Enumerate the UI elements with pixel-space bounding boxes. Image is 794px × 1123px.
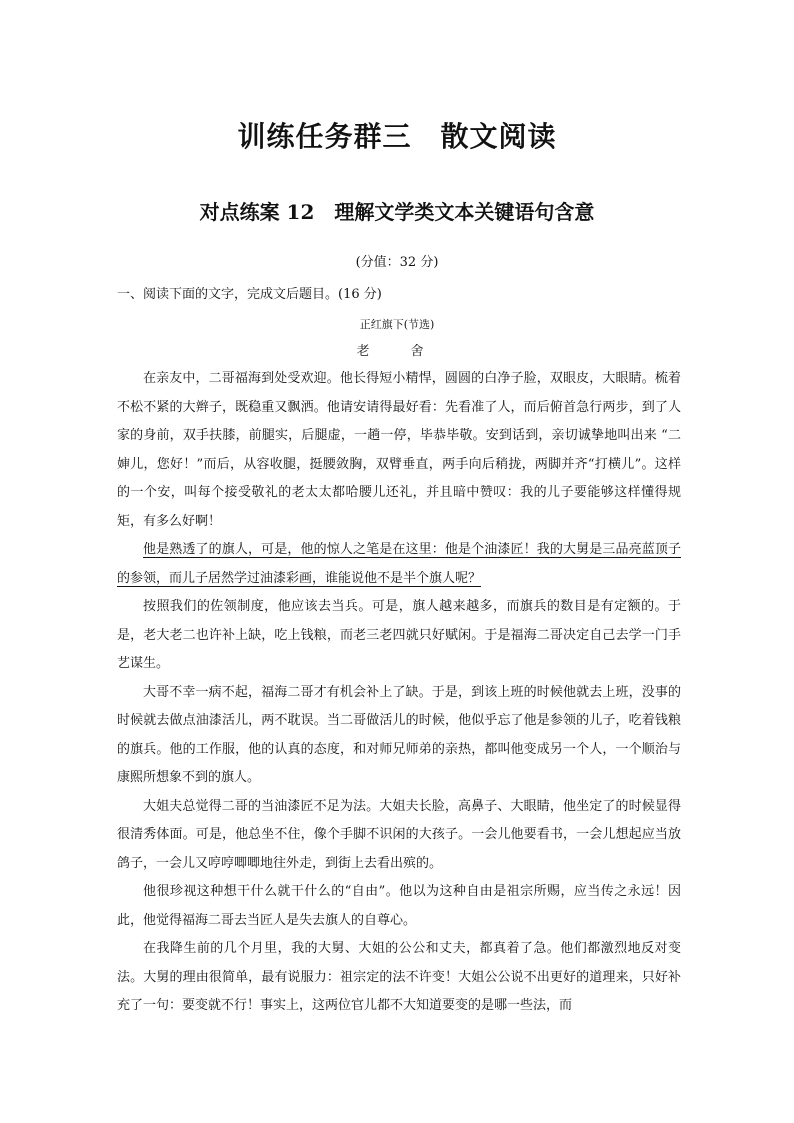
article-author: 老 舍	[356, 344, 438, 359]
paragraph: 他很珍视这种想干什么就干什么的“自由”。他以为这种自由是祖宗所赐，应当传之永远！因此，他觉得福海二哥去当匠人是失去旗人的自尊心。	[117, 884, 681, 928]
paragraph: 按照我们的佐领制度，他应该去当兵。可是，旗人越来越多，而旗兵的数目是有定额的。于是，老大老二也许补上缺，吃上钱粮，而老三老四就只好赋闲。于是福海二哥决定自己去学一门手艺谋生。	[117, 599, 681, 671]
main-title: 训练任务群三 散文阅读	[237, 120, 557, 153]
paragraph: 在亲友中，二哥福海到处受欢迎。他长得短小精悍，圆圆的白净子脸，双眼皮，大眼睛。梳着不松不紧的大辫子，既稳重又飘洒。他请安请得最好看：先看准了人，而后俯首急行两步，到了人家的身前，双手扶膝，前腿实，后腿虚，一趟一停，毕恭毕敬。安到话到，亲切诚挚地叫出来 “二婶儿，您好！”而后，从容收腿，挺腰敛胸，双臂垂直，两手向后稍拢，两脚并齐“打横儿”。这样的一个安，叫每个接受敬礼的老太太都哈腰儿还礼，并且暗中赞叹：我的儿子要能够这样懂得规矩，有多么好啊！	[117, 371, 681, 529]
question-instruction: 一、阅读下面的文字，完成文后题目。(16 分)	[117, 287, 382, 302]
paragraph: 在我降生前的几个月里，我的大舅、大姐的公公和丈夫，都真着了急。他们都激烈地反对变法。大舅的理由很简单，最有说服力：祖宗定的法不许变！大姐公公说不出更好的道理来，只好补充了一句：要变就不行！事实上，这两位官儿都不大知道要变的是哪一些法，而	[117, 941, 681, 1013]
underlined-sentence: 他是熟透了的旗人，可是，他的惊人之笔是在这里：他是个油漆匠！我的大舅是三品亮蓝顶子的参领，而儿子居然学过油漆彩画，谁能说他不是半个旗人呢？	[117, 542, 681, 586]
paragraph: 大姐夫总觉得二哥的当油漆匠不足为法。大姐夫长脸，高鼻子、大眼睛，他坐定了的时候显得很清秀体面。可是，他总坐不住，像个手脚不识闲的大孩子。一会儿他要看书，一会儿想起应当放鸽子，一会儿又哼哼唧唧地往外走，到街上去看出殡的。	[117, 798, 681, 871]
article-title: 正红旗下(节选)	[359, 318, 435, 331]
paragraph: 大哥不幸一病不起，福海二哥才有机会补上了缺。于是，到该上班的时候他就去上班，没事的时候就去做点油漆活儿，两不耽误。当二哥做活儿的时候，他似乎忘了他是参领的儿子，吃着钱粮的旗兵。他的工作服，他的认真的态度，和对师兄师弟的亲热，都叫他变成另一个人，一个顺治与康熙所想象不到的旗人。	[117, 684, 681, 785]
article-body	[117, 365, 681, 1021]
paragraph-underlined	[117, 536, 681, 593]
score-note: (分值：32 分)	[355, 255, 439, 270]
sub-title: 对点练案 12 理解文学类文本关键语句含意	[199, 200, 595, 224]
